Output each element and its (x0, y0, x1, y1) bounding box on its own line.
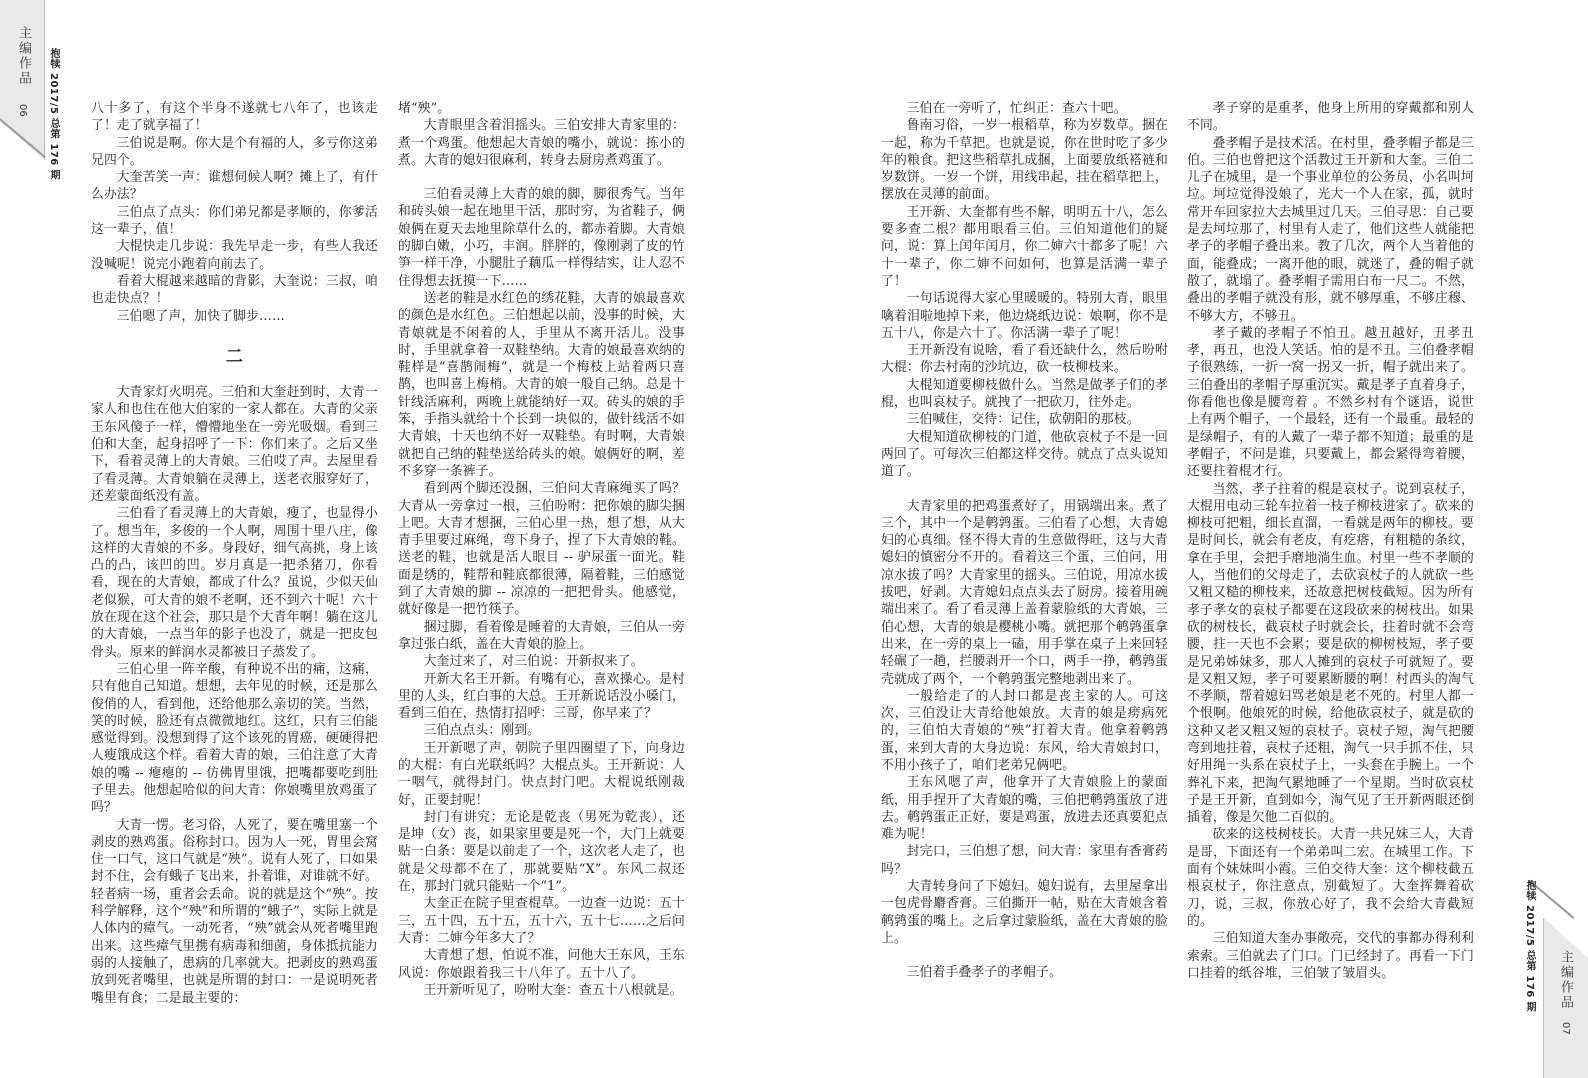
paragraph: 王开新听见了，吩咐大奎：查五十八根就是。 (423, 982, 683, 998)
paragraph: 一般给走了的人封口都是丧主家的人。可这次，三伯没让大青给他娘放。大青的娘是痨病死的，三伯怕大青娘的“殃”打着大青。他拿着鹌鹑蛋，来到大青的大身边说：东风，给大青娘封口，不用小孩子了，咱们老弟兄俩吧。 (881, 688, 1168, 773)
paragraph: 大棍快走几步说：我先早走一步，有些人我还没喊呢！说完小跑着向前去了。 (91, 239, 378, 272)
paragraph: 王开新、大奎都有些不解，明明五十八，怎么要多查二根？都用眼看三伯。三伯知道他们的疑问，说：算上闰年闰月，你二婶六十都多了呢！六十一辈子，你二婶不问如何，也算是活满一辈子了！ (881, 204, 1168, 289)
paragraph: 大棍知道要柳枝做什么。当然是做孝子们的孝棍，也叫哀杖子。就拽了一把砍刀，往外走。 (881, 377, 1168, 411)
paragraph: 王开新没有说啥，看了看还缺什么，然后吩咐大棍：你去村南的沙坑边，砍一枝柳枝来。 (881, 343, 1168, 376)
divider (1543, 918, 1544, 1078)
paragraph: 大青想了想，怕说不准，问他大王东风，王东风说：你娘跟着我三十八年了。五十八了。 (398, 948, 685, 981)
paragraph: 砍来的这枝树枝长。大青一共兄妹三人，大青是哥，下面还有一个弟弟叫二宏。在城里工作。下面有个妹妹叫小霞。三伯交待大奎：这个柳枝截五根哀杖子，你注意点，别截短了。大奎挥舞着砍刀，说，三叔，你放心好了，我不会给大青截短的。 (1187, 827, 1474, 929)
section-heading: 二 (225, 346, 244, 367)
paragraph: 八十多了，有这个半身不遂就七八年了，也该走了！走了就享福了！ (91, 101, 378, 134)
section-label: 主编作品 (1558, 950, 1573, 1010)
paragraph: 三伯看灵薄上大青的娘的脚，脚很秀气。当年和砖头娘一起在地里干活，那时穷，为省鞋子，俩娘俩在夏天去地里除草什么的，都赤着脚。大青娘的脚白嫩，小巧，丰润。胖胖的，像刚剥了皮的竹笋一样干净，小腿肚子藕瓜一样得结实，让人忍不住得想去抚摸一下…… (398, 187, 685, 289)
paragraph: 堵“殃”。 (398, 101, 451, 116)
paragraph: 王东风嗯了声，他拿开了大青娘脸上的蒙面纸，用手捏开了大青娘的嘴，三伯把鹌鹑蛋放了进去。鹌鹑蛋正正好，要是鸡蛋，放进去还真要犯点难为呢！ (881, 775, 1168, 843)
paragraph: 三伯点了点头：你们弟兄都是孝顺的，你爹活这一辈子，值！ (91, 204, 378, 238)
paragraph: 大青家灯火明亮。三伯和大奎赶到时，大青一家人和也住在他大伯家的一家人都在。大青的父亲王东风傻子一样，懵懵地坐在一旁光吸烟。看到三伯和大奎，起身招呼了一下：你们来了。之后又坐下，看着灵薄上的大青娘。三伯哎了声。去屋里看了看灵薄。大青娘躺在灵薄上，送老衣服穿好了，还差蒙面纸没有盖。 (91, 385, 378, 504)
paragraph: 孝子穿的是重孝，他身上所用的穿戴都和别人不同。 (1187, 101, 1474, 134)
paragraph: 三伯知道大奎办事敞亮，交代的事都办得利利索索。三伯就去了门口。门已经封了。再看一下门口挂着的纸谷堆，三伯皱了皱眉头。 (1187, 931, 1474, 981)
paragraph: 大青转身问了下媳妇。媳妇说有，去里屋拿出一包虎骨麝香膏。三伯撕开一帖，贴在大青娘含着鹌鹑蛋的嘴上。之后拿过蒙脸纸，盖在大青娘的脸上。 (881, 879, 1168, 946)
paragraph: 看着大棍越来越暗的背影，大奎说：三叔，咱也走快点？！ (91, 273, 378, 307)
paragraph: 王开新嗯了声，朝院子里四圈望了下，向身边的大棍：有白光联纸吗？大棍点头。王开新说：人一咽气，就得封门。快点封门吧。大棍说纸刚裁好，正要封呢！ (398, 740, 685, 808)
paragraph: 大奎苦笑一声：谁想伺候人啊？摊上了，有什么办法？ (91, 170, 378, 203)
paragraph: 三伯在一旁听了，忙纠正：查六十吧。 (906, 101, 1127, 116)
paragraph: 捆过脚，看着像是睡着的大青娘，三伯从一旁拿过张白纸，盖在大青娘的脸上。 (398, 619, 685, 652)
paragraph: 当然，孝子拄着的棍是哀杖子。说到哀杖子，大棍用电动三轮车拉着一枝子柳枝进家了。砍来的柳枝可把粗，细长直溜，一看就是两年的柳枝。要是时间长，就会有老皮，有疙瘩，有粗糙的条纹，拿在手里，会把手磨地淌生血。村里一些不孝顺的人，当他们的父母走了，去砍哀杖子的人就砍一些又粗又糙的柳枝来，还故意把树枝截短。因为所有孝子孝女的哀杖子都要在这段砍来的树枝出。如果砍的树枝长，截哀杖子时就会长，拄着时就不会弯腰，拄一天也不会累；要是砍的柳树枝短，孝子要是兄弟姊妹多，那人人摊到的哀杖子可就短了。要是又粗又短，孝子可要累断腰的啊！村西头的淘气不孝顺，帮着媳妇骂老娘是老不死的。村里人都一个恨啊。他娘死的时候，给他砍哀杖子，就是砍的这种又老又粗又短的哀杖子。哀杖子短，淘气把腰弯到地拄着，哀杖子还粗，淘气一只手抓不住，只好用绳一头系在哀杖子上，一头套在手腕上。一个葬礼下来，把淘气累地睡了一个星期。当时砍哀杖子是王开新，直到如今，淘气见了王开新两眼还倒插着，像是欠他二百似的。 (1187, 481, 1474, 826)
paragraph: 封完口，三伯想了想，问大青：家里有香膏药吗？ (881, 844, 1168, 877)
paragraph: 三伯着手叠孝子的孝帽子。 (906, 965, 1062, 981)
paragraph: 鲁南习俗，一岁一根稻草，称为岁数草。捆在一起，称为千草把。也就是说，你在世时吃了多少年的粮食。把这些稻草扎成捆，上面要放纸褡裢和岁数饼。一岁一个饼，用线串起，挂在稻草把上，摆放在灵薄的前面。 (881, 118, 1168, 203)
text-column-4 (1187, 100, 1474, 982)
journal-header: 抱犊 2017/5 总第 176 期 (1524, 880, 1535, 1013)
paragraph: 大青家里的把鸡蛋煮好了，用锅端出来。煮了三个，其中一个是鹌鹑蛋。三伯看了心想，大青媳妇的心真细。怪不得大青的生意做得旺，这与大青媳妇的慎密分不开的。看着这三个蛋，三伯问，用凉水拔了吗？大青家里的摇头。三伯说，用凉水拔拔吧，好剥。大青媳妇点点头去了厨房。接着用碗端出来了。看了看灵薄上盖着蒙脸纸的大青娘，三伯心想，大青的娘是樱桃小嘴。就把那个鹌鹑蛋拿出来，在一旁的桌上一磕，用手掌在桌子上来回轻轻碾了一趟，拦腰剥开一个口，两手一挣，鹌鹑蛋壳就成了两个，一个鹌鹑蛋完整地剥出来了。 (881, 498, 1168, 687)
paragraph: 大奎正在院子里查棍草。一边查一边说：五十三，五十四，五十五，五十六，五十七……之后问大青：二婶今年多大了？ (398, 896, 685, 946)
journal-header: 抱犊 2017/5 总第 176 期 (48, 48, 59, 181)
paragraph-gap (398, 169, 685, 186)
text-column-2 (398, 100, 685, 999)
paragraph: 三伯点点头：刚到。 (423, 723, 541, 739)
paragraph: 封门有讲究：无论是乾丧（男死为乾丧），还是坤（女）丧，如果家里要是死一个，大门上就要贴一白条：要是以前走了一个，这次老人走了，也就是父母都不在了，那就要贴“X”。东风二叔还在，那封门就只能贴一个“1”。 (398, 809, 685, 895)
text-column-3 (881, 100, 1168, 982)
paragraph: 三伯喊住，交待：记住，砍朝阳的那枝。 (906, 412, 1140, 428)
section-label: 主编作品 (16, 26, 31, 86)
paragraph-gap (881, 481, 1168, 498)
paragraph: 开新大名王开新。有嘴有心，喜欢操心。是村里的人头，红白事的大总。王开新说话没小嗓门，看到三伯在，热情打招呼：三哥，你早来了？ (398, 671, 685, 722)
text-column-1 (91, 100, 378, 1007)
paragraph: 一句话说得大家心里暖暖的。特别大青，眼里噙着泪啦地掉下来，他边烧纸边说：娘啊，你不是五十八，你是六十了。你活满一辈子了呢！ (881, 291, 1168, 341)
paragraph: 大青眼里含着泪摇头。三伯安排大青家里的：煮一个鸡蛋。他想起大青娘的嘴小，就说：拣小的煮。大青的媳妇很麻利，转身去厨房煮鸡蛋了。 (398, 118, 685, 168)
paragraph: 三伯看了看灵薄上的大青娘，瘦了，也显得小了。想当年，多俊的一个人啊，周围十里八庄，像这样的大青娘的不多。身段好，细气高挑，身上该凸的凸，该凹的凹。岁月真是一把杀猪刀，你看看，现在的大青娘，都成了什么？虽说，少似天仙老似猴，可大青的娘不老啊，还不到六十呢！六十放在现在这个社会，那只是个大青年啊！躺在这儿的大青娘，一点当年的影子也没了，就是一把皮包骨头。原来的鲜润水灵都被日子蒸发了。 (91, 506, 378, 660)
paragraph: 孝子戴的孝帽子不怕丑。越丑越好，丑孝丑孝，再丑，也没人笑话。怕的是不丑。三伯叠孝帽子很熟练，一折一窝一拐又一折，帽子就出来了。三伯叠出的孝帽子厚重沉实。戴是孝子直着身子，你看他也像是腰弯着 。不然乡村有个谜语，说世上有两个帽子，一个最轻，还有一个最重。最轻的是绿帽子，有的人戴了一辈子都不知道；最重的是孝帽子，不问是谁，只要戴上，都会紧得弯着腰，还要拄着棍才行。 (1187, 325, 1474, 480)
paragraph: 三伯嗯了声，加快了脚步…… (116, 308, 285, 324)
page-number: 06 (17, 104, 28, 117)
paragraph: 看到两个脚还没捆，三伯问大青麻绳买了吗？大青从一旁拿过一根，三伯吩咐：把你娘的脚尖捆上吧。大青才想捆，三伯心里一热，想了想，从大青手里要过麻绳，弯下身子，捏了下大青娘的鞋。送老的鞋，也就是活人眼目 -- 驴尿蛋一面光。鞋面是绣的，鞋帮和鞋底都很薄，隔着鞋，三伯感觉到了大青娘的脚 -- 凉凉的一把把骨头。他感觉，就好像是一把竹筷子。 (398, 481, 685, 618)
paragraph-gap (881, 947, 1168, 964)
divider (44, 0, 45, 160)
page-number: 07 (1560, 1022, 1571, 1035)
paragraph: 送老的鞋是水红色的绣花鞋，大青的娘最喜欢的颜色是水红色。三伯想起以前，没事的时候，大青娘就是不闲着的人，手里从不离开活儿。没事时，手里就拿着一双鞋垫纳。大青的娘最喜欢纳的鞋样是“喜鹊闹梅”，就是一个梅枝上站着两只喜鹊，也叫喜上梅梢。大青的娘一般自己纳。总是十针线活麻利，两晚上就能纳好一双。砖头的娘的手笨，手指头就给十个长到一块似的，做针线活不如大青娘，十天也纳不好一双鞋垫。有时啊，大青娘就把自己纳的鞋垫送给砖头的娘。娘俩好的啊，差不多穿一条裤子。 (398, 290, 685, 479)
paragraph: 叠孝帽子是技术活。在村里，叠孝帽子都是三伯。三伯也曾把这个活教过王开新和大奎。三伯二儿子在城里，是一个事业单位的公务员，小名叫坷垃。坷垃觉得没娘了，光大一个人在家，孤，就时常开车回家拉大去城里过几天。三伯寻思：自己要是去坷垃那了，村里有人走了，他们这些人就能把孝子的孝帽子叠出来。教了几次，两个人当着他的面，能叠成；一离开他的眼，就迷了，叠的帽子就散了，就塌了。叠孝帽子需用白布一尺二。不然，叠出的孝帽子就没有形，就不够厚重，不够庄穆、不够大方，不够丑。 (1187, 135, 1474, 324)
paragraph: 大青一愣。老习俗，人死了，要在嘴里塞一个剥皮的熟鸡蛋。俗称封口。因为人一死，胃里会窝住一口气，这口气就是“殃”。说有人死了，口如果封不住，会有蛾子飞出来，扑着谁，对谁就不好。轻者病一场，重者会丢命。说的就是这个“殃”。按科学解释，这个“殃”和所谓的“蛾子”，实际上就是人体内的瘴气。一动死者，“殃”就会从死者嘴里跑出来。这些瘴气里携有病毒和细菌，身体抵抗能力弱的人接触了，患病的几率就大。把剥皮的熟鸡蛋放到死者嘴里，也就是所谓的封口：一是说明死者嘴里有食；二是最主要的： (91, 817, 378, 1006)
paragraph: 大棍知道砍柳枝的门道，他砍哀杖子不是一回两回了。可每次三伯都这样交待。就点了点头说知道了。 (881, 429, 1168, 480)
paragraph: 大奎过来了，对三伯说：开新叔来了。 (423, 654, 644, 670)
paragraph: 三伯心里一阵辛酸，有种说不出的痛，这痛，只有他自己知道。想想，去年见的时候，还是那么俊俏的人，看到他，还给他那么亲切的笑。当然，笑的时候，脸还有点微微地红。这红，只有三伯能感觉得到。没想到得了这个该死的胃癌，硬硬得把人瘦饿成这个样。看着大青的娘，三伯注意了大青娘的嘴 -- 瘪瘪的 -- 仿佛胃里饿，把嘴都要吃到肚子里去。他想起哈似的问大青：你娘嘴里放鸡蛋了吗？ (91, 661, 378, 816)
paragraph: 三伯说是啊。你大是个有福的人，多亏你这弟兄四个。 (91, 135, 378, 168)
